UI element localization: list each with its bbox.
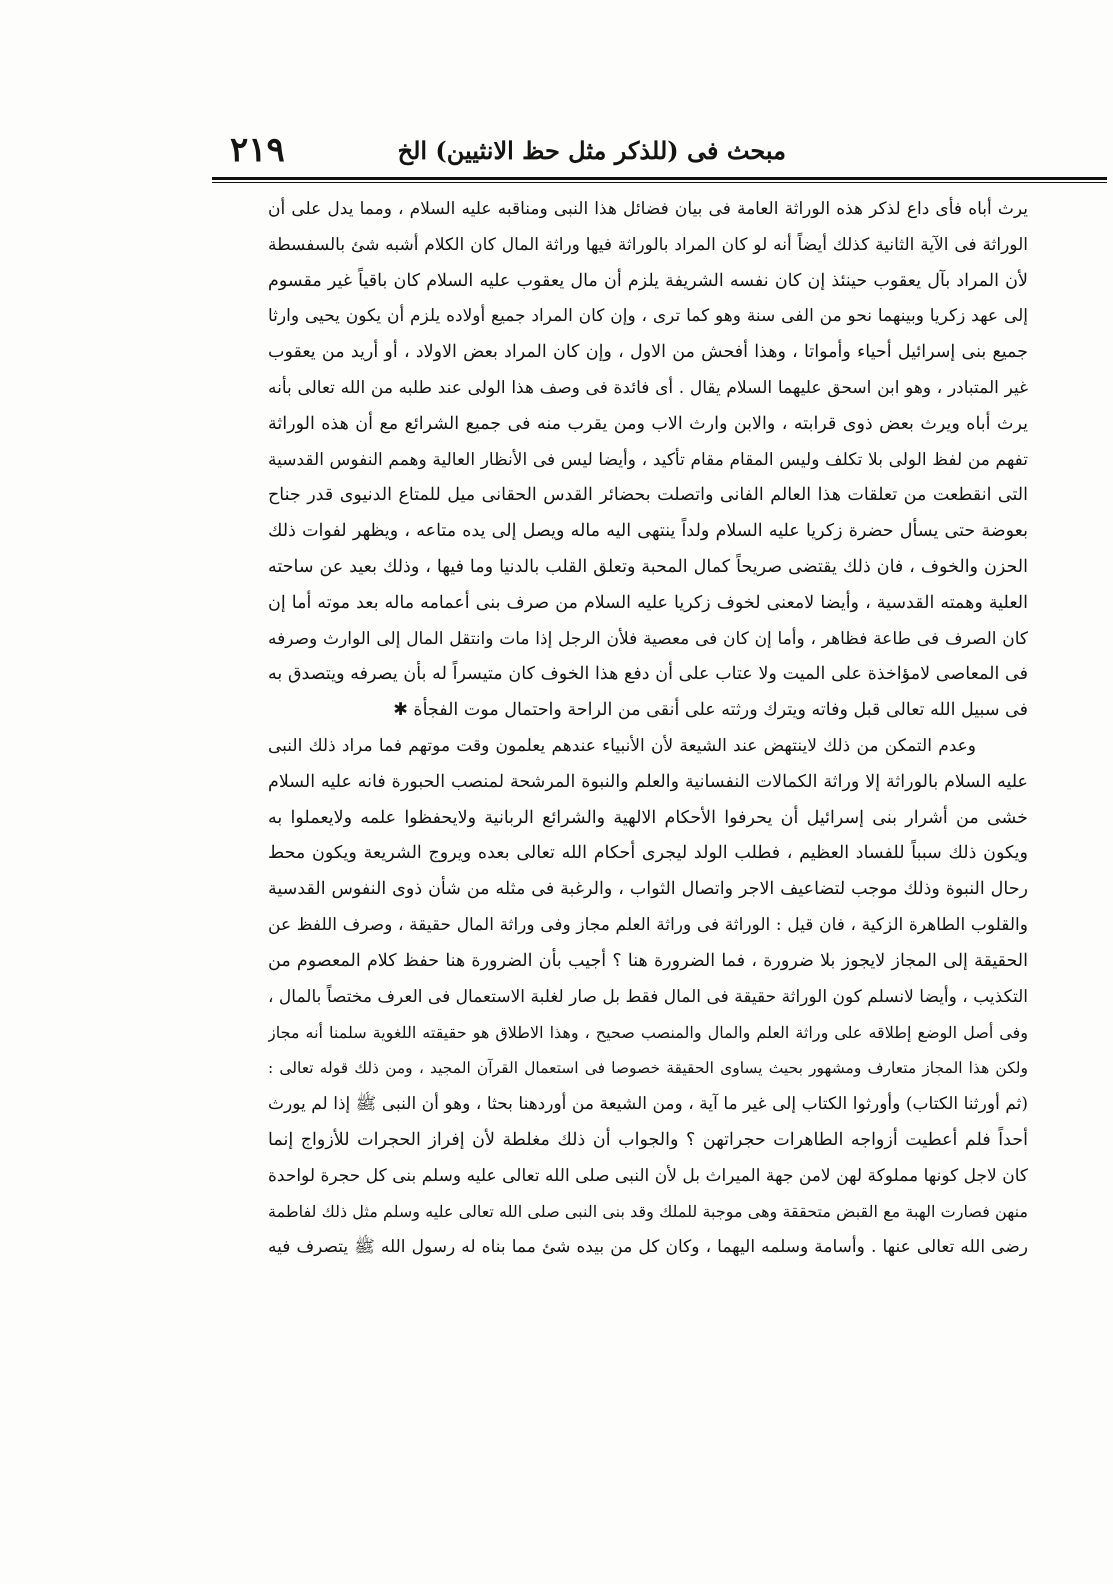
- text-line: خشى من أشرار بنى إسرائيل أن يحرفوا الأحكام الالهية والشرائع الربانية ولايحفظوا علمه ولايعملوا به: [268, 807, 1028, 828]
- running-title: مبحث فى (للذكر مثل حظ الانثيين) الخ: [397, 136, 786, 165]
- text-line: الوراثة فى الآية الثانية كذلك أيضاً أنه لو كان المراد بالوراثة فيها وراثة المال كان الكلام أشبه شئ بالسفسطة: [268, 234, 1028, 255]
- text-line: رحال النبوة وذلك موجب لتضاعيف الاجر واتصال الثواب ، والرغبة فى مثله من شأن ذوى النفوس القدسية: [268, 879, 1028, 900]
- text-line: كان الصرف فى طاعة فظاهر ، وأما إن كان فى معصية فلأن الرجل إذا مات وانتقل المال إلى الوارث وصرفه: [268, 628, 1028, 649]
- text-line: عليه السلام بالوراثة إلا وراثة الكمالات النفسانية والعلم والنبوة المرشحة لمنصب الحبورة فانه عليه السلام: [268, 771, 1028, 792]
- text-line: يرث أباه ويرث بعض ذوى قرابته ، والابن وارث الاب ومن يقرب منه فى جميع الشرائع مع أن هذه الوراثة: [268, 413, 1028, 434]
- text-line: الحقيقة إلى المجاز لايجوز بلا ضرورة ، فما الضرورة هنا ؟ أجيب بأن الضرورة هنا حفظ كلام المعصوم من: [268, 950, 1028, 971]
- body-text: [268, 192, 1028, 1266]
- text-line: التى انقطعت من تعلقات هذا العالم الفانى واتصلت بحضائر القدس الحقانى ميل للمتاع الدنيوى قدر جناح: [268, 485, 1028, 506]
- text-line: غير المتبادر ، وهو ابن اسحق عليهما السلام يقال . أى فائدة فى وصف هذا الولى عند طلبه من الله تعالى بأنه: [268, 377, 1028, 398]
- text-line: ويكون ذلك سبباً للفساد العظيم ، فطلب الولد ليجرى أحكام الله تعالى بعده ويروج الشريعة ويكون محط: [268, 843, 1028, 864]
- text-line: العلية وهمته القدسية ، وأيضا لامعنى لخوف زكريا عليه السلام من صرف بنى أعمامه ماله بعد موته أما إن: [268, 592, 1028, 613]
- text-line: والقلوب الطاهرة الزكية ، فان قيل : الوراثة فى وراثة العلم مجاز وفى وراثة المال حقيقة ، وصرف اللفظ عن: [268, 914, 1028, 935]
- text-line: ولكن هذا المجاز متعارف ومشهور بحيث يساوى الحقيقة خصوصا فى استعمال القرآن المجيد ، ومن ذلك قوله تعالى :: [268, 1059, 1028, 1078]
- text-line: منهن فصارت الهبة مع القبض متحققة وهى موجبة للملك وقد بنى النبى صلى الله تعالى عليه وسلم مثل ذلك لفاطمة: [268, 1202, 1028, 1222]
- text-line: وفى أصل الوضع إطلاقه على وراثة العلم والمال والمنصب صحيح ، وهذا الاطلاق هو حقيقته اللغوية سلمنا أنه مجاز: [268, 1023, 1028, 1043]
- page-header: [212, 126, 1061, 176]
- text-line: وعدم التمكن من ذلك لاينتهض عند الشيعة لأن الأنبياء عندهم يعلمون وقت موتهم فما مراد ذلك النبى: [268, 735, 976, 756]
- text-line: فى المعاصى لامؤاخذة على الميت ولا عتاب على أن دفع هذا الخوف كان متيسراً له بأن يصرفه ويتصدق به: [268, 664, 1028, 685]
- text-line: لأن المراد بآل يعقوب حينئذ إن كان نفسه الشريفة يلزم أن مال يعقوب عليه السلام كان باقياً غير مقسوم: [268, 270, 1028, 291]
- text-line: بعوضة حتى يسأل حضرة زكريا عليه السلام ولداً ينتهى اليه ماله ويصل إلى يده متاعه ، ويظهر لفوات ذلك: [268, 521, 1028, 542]
- text-line: رضى الله تعالى عنها . وأسامة وسلمه اليهما ، وكان كل من بيده شئ مما بناه له رسول الله ﷺ يتصرف فيه: [268, 1237, 1028, 1258]
- page-number: ٢١٩: [230, 130, 285, 170]
- text-line: الحزن والخوف ، فان ذلك يقتضى صريحاً كمال المحبة وتعلق القلب بالدنيا وما فيها ، وذلك بعيد عن ساحته: [268, 556, 1028, 577]
- text-line: إلى عهد زكريا وبينهما نحو من الفى سنة وهو كما ترى ، وإن كان المراد جميع أولاده يلزم أن يكون يحيى وارثا: [268, 306, 1028, 327]
- text-line: التكذيب ، وأيضا لانسلم كون الوراثة حقيقة فى المال فقط بل صار لغلبة الاستعمال فى العرف مختصاً بالمال ،: [268, 986, 1028, 1007]
- text-line: (ثم أورثنا الكتاب) وأورثوا الكتاب إلى غير ما آية ، ومن الشيعة من أوردهنا بحثا ، وهو أن النبى ﷺ إذا لم يورث: [268, 1093, 1028, 1114]
- text-line: يرث أباه فأى داع لذكر هذه الوراثة العامة فى بيان فضائل هذا النبى ومناقبه عليه السلام ، ومما يدل على أن: [268, 199, 1028, 219]
- text-line: جميع بنى إسرائيل أحياء وأمواتا ، وهذا أفحش من الاول ، وإن كان المراد بعض الاولاد ، أو أريد من يعقوب: [268, 342, 1028, 363]
- text-line: تفهم من لفظ الولى بلا تكلف وليس المقام مقام تأكيد ، وأيضا ليس فى الأنظار العالية وهمم النفوس القدسية: [268, 449, 1028, 470]
- header-rule-thin: [212, 182, 1107, 183]
- text-line: كان لاجل كونها مملوكة لهن لامن جهة الميراث بل لأن النبى صلى الله تعالى عليه وسلم بنى كل حجرة لواحدة: [268, 1165, 1028, 1186]
- header-rule-thick: [212, 177, 1107, 180]
- text-line: فى سبيل الله تعالى قبل وفاته ويترك ورثته على أنقى من الراحة واحتمال موت الفجأة ✱: [393, 700, 1028, 721]
- text-line: أحداً فلم أعطيت أزواجه الطاهرات حجراتهن ؟ والجواب أن ذلك مغلطة لأن إفراز الحجرات للأزواج إنما: [268, 1129, 1028, 1150]
